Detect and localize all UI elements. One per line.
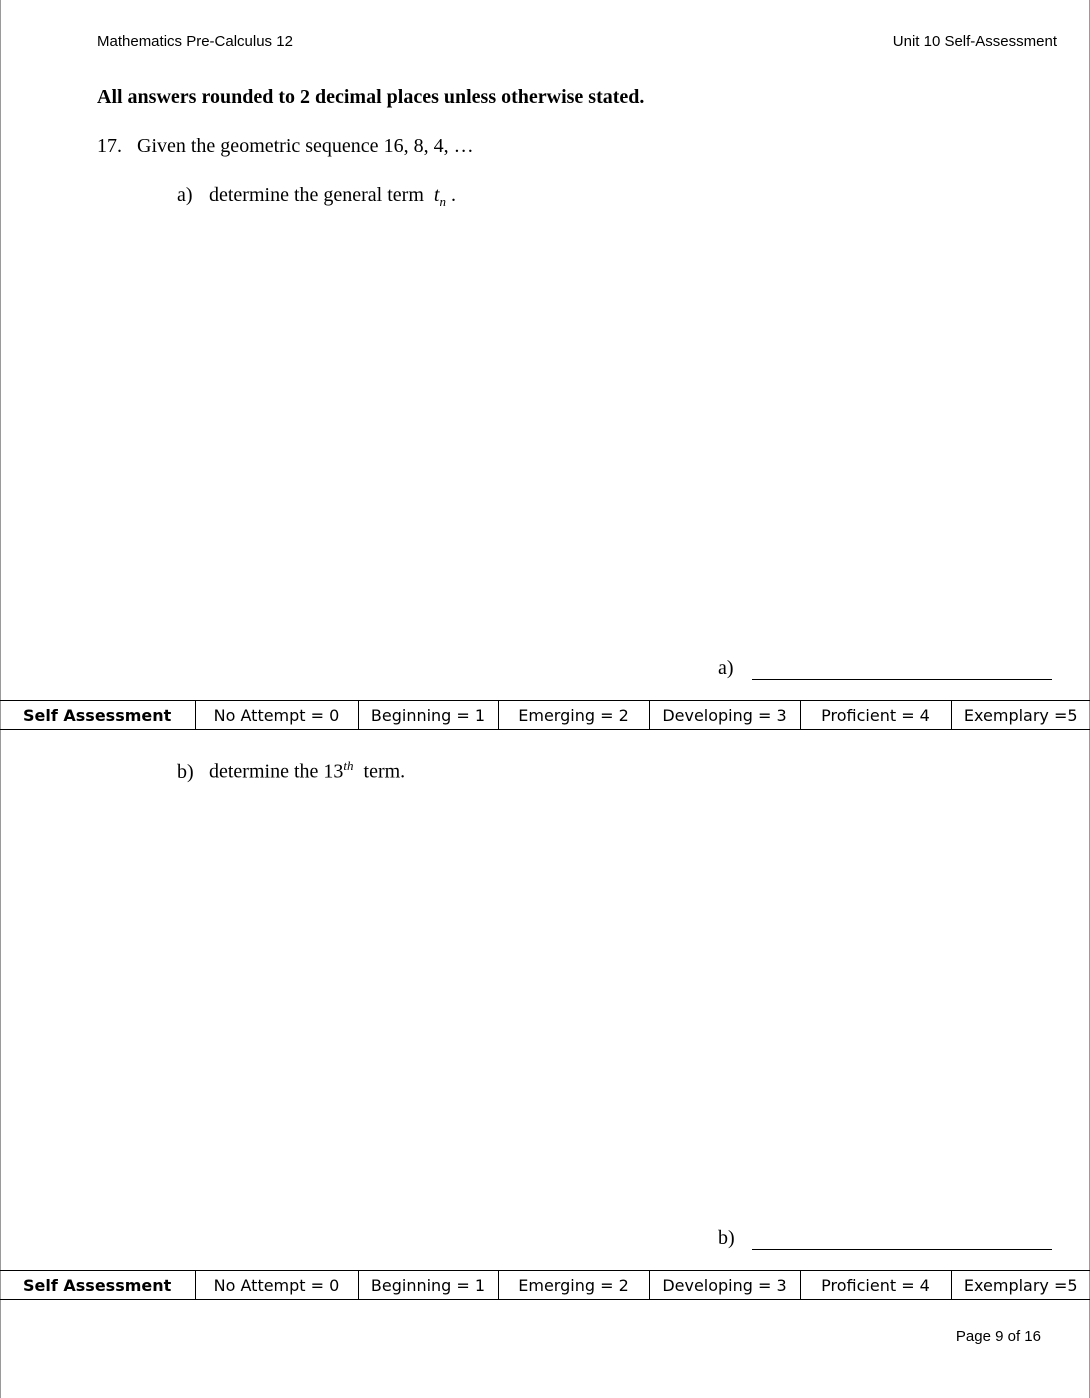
self-assessment-table-a <box>0 700 1090 730</box>
general-term-symbol: $t_n$ <box>433 184 446 209</box>
question-17 <box>97 135 474 158</box>
self-assessment-row <box>0 701 1090 730</box>
part-a-suffix: . <box>450 184 456 206</box>
level-no-attempt[interactable]: No Attempt = 0 <box>195 1271 358 1300</box>
page-border-left <box>0 0 1 1398</box>
part-b-text: determine the 13 <box>209 760 344 783</box>
level-beginning[interactable]: Beginning = 1 <box>358 701 498 730</box>
level-emerging[interactable]: Emerging = 2 <box>498 701 649 730</box>
header-unit: Unit 10 Self-Assessment <box>892 33 1057 50</box>
answer-b-label: b) <box>718 1227 735 1249</box>
level-proficient[interactable]: Proficient = 4 <box>800 701 951 730</box>
level-developing[interactable]: Developing = 3 <box>649 701 800 730</box>
part-b-superscript: th <box>343 758 354 773</box>
level-exemplary[interactable]: Exemplary =5 <box>951 1271 1090 1300</box>
level-proficient[interactable]: Proficient = 4 <box>800 1271 951 1300</box>
answer-b-line[interactable] <box>752 1249 1052 1250</box>
part-a-label: a) <box>177 184 193 206</box>
part-a-text: determine the general term <box>209 184 424 206</box>
question-number: 17. <box>97 135 122 157</box>
part-b <box>177 758 405 784</box>
self-assessment-title: Self Assessment <box>0 701 195 730</box>
question-text: Given the geometric sequence 16, 8, 4, … <box>137 135 474 157</box>
instructions: All answers rounded to 2 decimal places unless otherwise stated. <box>97 86 645 108</box>
level-developing[interactable]: Developing = 3 <box>649 1271 800 1300</box>
level-beginning[interactable]: Beginning = 1 <box>358 1271 498 1300</box>
level-emerging[interactable]: Emerging = 2 <box>498 1271 649 1300</box>
header-course: Mathematics Pre-Calculus 12 <box>97 33 293 50</box>
self-assessment-row <box>0 1271 1090 1300</box>
level-exemplary[interactable]: Exemplary =5 <box>951 701 1090 730</box>
part-b-suffix: term. <box>363 760 406 783</box>
self-assessment-table-b <box>0 1270 1090 1300</box>
answer-a-line[interactable] <box>752 679 1052 680</box>
part-b-label: b) <box>177 760 194 783</box>
level-no-attempt[interactable]: No Attempt = 0 <box>195 701 358 730</box>
answer-a-label: a) <box>718 657 734 679</box>
part-a <box>177 184 456 210</box>
self-assessment-title: Self Assessment <box>0 1271 195 1300</box>
page-number: Page 9 of 16 <box>955 1328 1041 1345</box>
